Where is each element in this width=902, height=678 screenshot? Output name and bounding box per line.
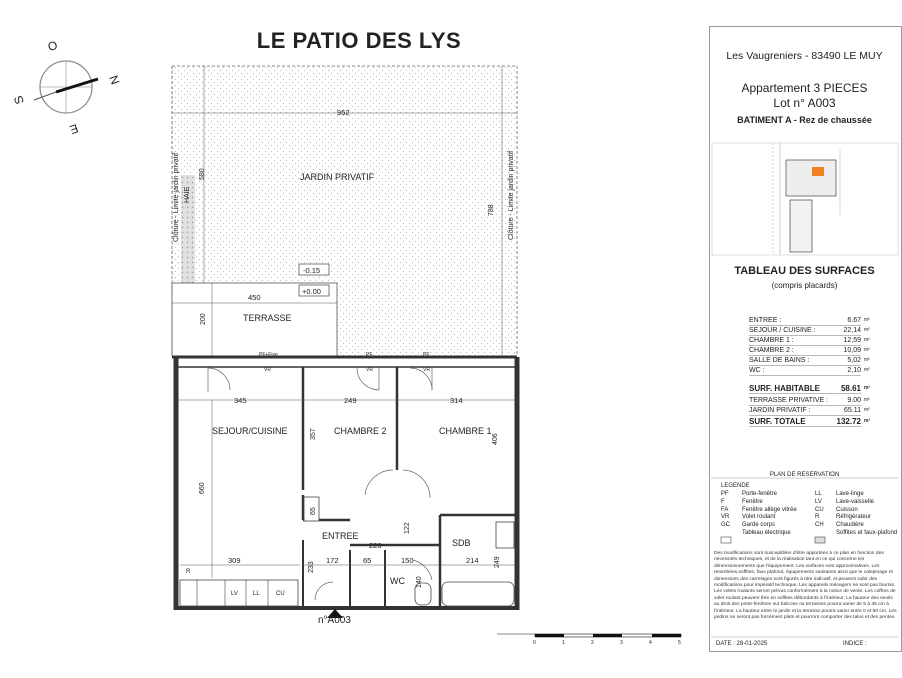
dim-345: 345 <box>234 396 247 405</box>
dim-660: 660 <box>199 482 206 494</box>
dim-357: 357 <box>310 428 317 440</box>
scale-0: 0 <box>533 640 536 646</box>
dim-172: 172 <box>326 556 339 565</box>
surface-row: TERRASSE PRIVATIVE : 9.00 m² <box>749 397 870 404</box>
legend-title: LEGENDE <box>721 483 750 489</box>
dim-65b: 65 <box>363 556 372 565</box>
appliance-ll: LL <box>253 591 260 597</box>
room-entree: ENTREE <box>322 531 359 541</box>
reservation-label: PLAN DE RESERVATION <box>769 472 840 478</box>
bathtub <box>442 582 514 606</box>
dim-122: 122 <box>404 522 411 534</box>
apartment-type: Appartement 3 PIECES <box>741 81 868 95</box>
room-terrasse: TERRASSE <box>243 313 292 323</box>
dim-249b: 249 <box>494 556 501 568</box>
pf1-label: PF <box>366 352 373 358</box>
compass <box>34 61 98 113</box>
surface-row: WC : 2,10 m² <box>749 367 870 374</box>
pf2-label: PF <box>423 352 430 358</box>
scale-2: 2 <box>591 640 594 646</box>
appliance-lv: LV <box>231 591 238 597</box>
compass-south: S <box>11 93 27 107</box>
dim-580: 580 <box>199 168 206 180</box>
room-wc: WC <box>390 576 405 586</box>
haie-label: HAIE <box>184 186 191 203</box>
level-int: +0.00 <box>302 287 321 296</box>
page-title: LE PATIO DES LYS <box>256 28 462 53</box>
level-ext: -0.15 <box>303 266 321 275</box>
scale-4: 4 <box>649 640 652 646</box>
vr2-label: VR <box>366 367 373 373</box>
cloture-left-label: Clôture - Limite jardin privatif <box>173 152 180 242</box>
room-sdb: SDB <box>452 538 471 548</box>
dim-233: 233 <box>308 561 315 573</box>
dim-314: 314 <box>450 396 463 405</box>
room-chambre1: CHAMBRE 1 <box>439 426 492 436</box>
scale-3: 3 <box>620 640 623 646</box>
dim-249a: 249 <box>344 396 357 405</box>
surface-row: ENTREE : 6.67 m² <box>749 317 870 324</box>
footer-indice: INDICE : <box>843 641 867 647</box>
dim-450: 450 <box>248 293 261 302</box>
legend-labels-right: Lave-linge Lave-vaisselle Cuisson Réfrigérateur Chaudière Soffites et faux-plafond <box>836 491 898 536</box>
compass-north: N <box>106 73 123 87</box>
room-sejour: SEJOUR/CUISINE <box>212 426 288 436</box>
footer-date: DATE : 28-01-2025 <box>716 641 768 647</box>
dim-150: 150 <box>401 556 414 565</box>
dim-406: 406 <box>492 433 499 445</box>
dim-788: 788 <box>488 204 495 216</box>
sink <box>496 522 514 548</box>
appliance-cu: CU <box>276 591 285 597</box>
lot-number: Lot n° A003 <box>773 96 836 110</box>
dim-140: 140 <box>416 576 423 588</box>
legend-labels-left: Porte-fenêtre Fenêtre Fenêtre allège vitrée Volet roulant Garde corps Tableau électrique <box>742 491 797 536</box>
pf-fixe-label: PF+Fixe <box>259 352 278 358</box>
entry-label: n°A003 <box>318 615 351 626</box>
vr3-label: VR <box>423 367 430 373</box>
dim-220: 220 <box>369 541 382 550</box>
dim-309: 309 <box>228 556 241 565</box>
scale-bar <box>497 634 681 637</box>
disclaimer-notes: Des modifications sont susceptibles d'être apportées à ce plan en fonction des nécessités techniques, et de la réalisation tant en ce qui concerne les dimensionnements que l'équipement. Les surfaces sont approximatives. Les retombées,soffites, faux plafond, équipements sanitaires ainsi que le calepinage et dimensions des carrelages sont figurés à titre indicatif, et peuvent subir des modifications pour impératif technique. Les appareils ménagers ne sont pas fournis. Les volets roulants seront prévus conformément à la notice de vente. Les coffres de volet roulant peuvent être en soffites débordants à l'intérieur. La hauteur des seuils au droit des porte-fenêtres sur balcons ou terrasses pourra varier de 5 à 35 cm à l'intérieur. La hauteur entre le jardin et la terrasse pourra varier entre 0 et 60 cm. Les jardins ne seront pas forcément plats et pourront comporter des talus et des pentes. <box>714 551 897 621</box>
dim-214: 214 <box>466 556 479 565</box>
appliance-r: R <box>186 569 191 575</box>
scale-5: 5 <box>678 640 681 646</box>
compass-west: O <box>45 37 60 55</box>
dim-952: 952 <box>337 108 350 117</box>
surface-row: SEJOUR / CUISINE : 22,14 m² <box>749 327 870 334</box>
dim-200: 200 <box>200 313 207 325</box>
surface-row: CHAMBRE 1 : 12,59 m² <box>749 337 870 344</box>
scale-1: 1 <box>562 640 565 646</box>
vr1-label: VR <box>264 367 271 373</box>
surface-habitable: SURF. HABITABLE 58.61 m² <box>749 384 871 393</box>
surface-total: SURF. TOTALE 132.72 m² <box>749 417 871 426</box>
room-chambre2: CHAMBRE 2 <box>334 426 387 436</box>
building-level: BATIMENT A - Rez de chaussée <box>737 115 872 125</box>
surface-row: CHAMBRE 2 : 10,09 m² <box>749 347 870 354</box>
cloture-right-label: Clôture - Limite jardin privatif <box>508 150 515 240</box>
surfaces-subtitle: (compris placards) <box>771 281 838 290</box>
surfaces-title: TABLEAU DES SURFACES <box>734 265 875 277</box>
legend-codes-left: PF F FA VR GC <box>721 491 730 529</box>
legend-codes-right: LL LV CU R CH <box>815 491 824 529</box>
address: Les Vaugreniers - 83490 LE MUY <box>726 50 883 62</box>
apartment-walls <box>172 357 517 610</box>
room-jardin: JARDIN PRIVATIF <box>300 172 375 182</box>
surface-row: SALLE DE BAINS : 5,02 m² <box>749 357 870 364</box>
compass-east: E <box>67 121 81 137</box>
surface-row: JARDIN PRIVATIF : 65.11 m² <box>749 407 870 414</box>
dim-65: 65 <box>310 507 317 515</box>
